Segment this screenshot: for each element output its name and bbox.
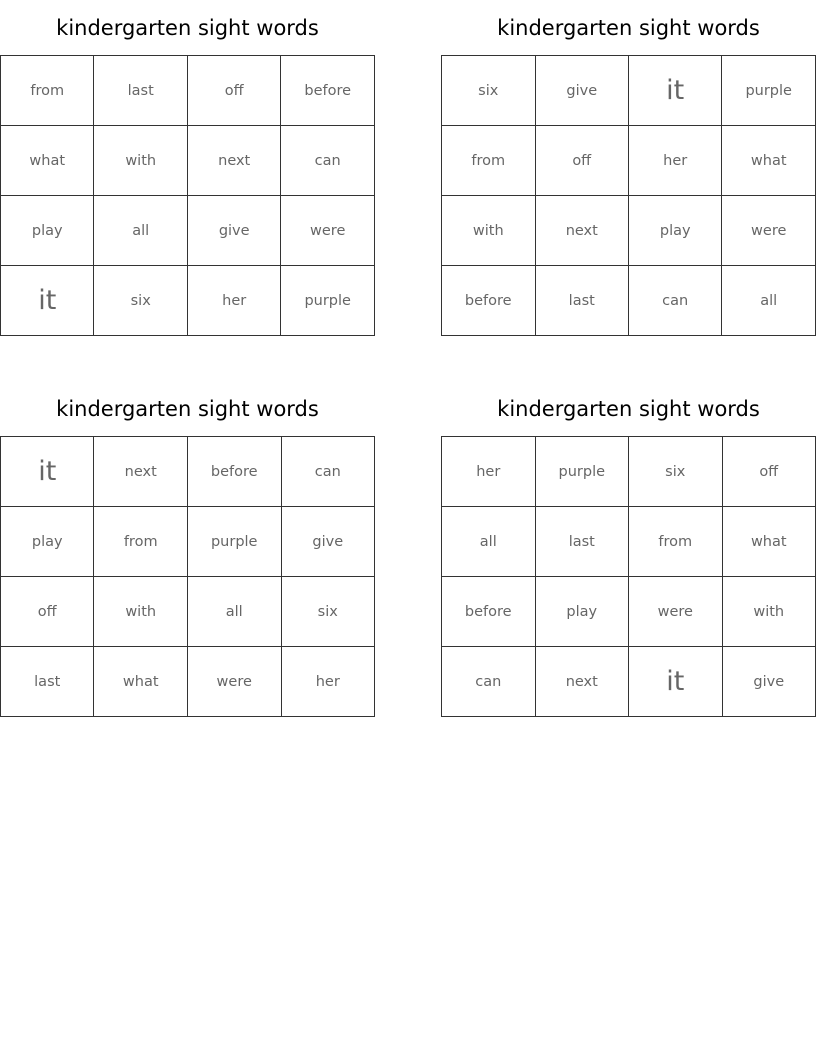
- word-cell: six: [281, 577, 375, 647]
- grid-row: [1, 647, 375, 717]
- word-cell: can: [442, 647, 536, 717]
- word-cell: her: [442, 437, 536, 507]
- grid-row: [1, 577, 375, 647]
- word-cell: give: [535, 56, 628, 126]
- word-cell: six: [629, 437, 722, 507]
- word-cell: last: [1, 647, 94, 717]
- word-cell: purple: [281, 266, 375, 336]
- word-cell: six: [94, 266, 187, 336]
- word-cell: what: [94, 647, 187, 717]
- card-title: kindergarten sight words: [56, 397, 319, 421]
- word-cell: from: [94, 507, 187, 577]
- word-cell: her: [187, 266, 280, 336]
- grid-row: [1, 126, 375, 196]
- grid-row: [442, 647, 816, 717]
- word-cell: purple: [535, 437, 629, 507]
- word-cell: off: [187, 56, 280, 126]
- word-cell: last: [535, 507, 629, 577]
- word-grid: [441, 55, 816, 336]
- word-cell: what: [722, 126, 816, 196]
- word-cell: last: [94, 56, 187, 126]
- grid-row: [442, 577, 816, 647]
- word-cell: it: [629, 647, 722, 717]
- word-cell: all: [94, 196, 187, 266]
- word-cell: from: [442, 126, 536, 196]
- word-cell: before: [281, 56, 375, 126]
- word-cell: play: [628, 196, 721, 266]
- word-cell: off: [1, 577, 94, 647]
- word-cell: what: [1, 126, 94, 196]
- word-cell: with: [442, 196, 536, 266]
- grid-row: [1, 266, 375, 336]
- word-cell: all: [442, 507, 536, 577]
- word-cell: it: [1, 437, 94, 507]
- word-cell: last: [535, 266, 628, 336]
- word-cell: it: [628, 56, 721, 126]
- grid-row: [442, 437, 816, 507]
- word-grid: [441, 436, 816, 717]
- word-cell: from: [629, 507, 722, 577]
- word-cell: next: [94, 437, 187, 507]
- word-cell: were: [281, 196, 375, 266]
- word-cell: it: [1, 266, 94, 336]
- grid-row: [442, 507, 816, 577]
- word-cell: her: [628, 126, 721, 196]
- word-cell: with: [94, 126, 187, 196]
- word-cell: next: [535, 647, 629, 717]
- word-cell: from: [1, 56, 94, 126]
- word-cell: her: [281, 647, 375, 717]
- word-cell: were: [187, 647, 281, 717]
- word-cell: with: [722, 577, 816, 647]
- word-cell: next: [535, 196, 628, 266]
- word-cell: all: [187, 577, 281, 647]
- word-cell: what: [722, 507, 816, 577]
- grid-row: [1, 196, 375, 266]
- word-cell: give: [281, 507, 375, 577]
- grid-row: [442, 266, 816, 336]
- word-cell: can: [281, 437, 375, 507]
- word-cell: purple: [187, 507, 281, 577]
- word-cell: give: [187, 196, 280, 266]
- word-cell: were: [722, 196, 816, 266]
- word-cell: next: [187, 126, 280, 196]
- word-cell: before: [442, 577, 536, 647]
- word-grid: [0, 436, 375, 717]
- word-cell: with: [94, 577, 187, 647]
- grid-row: [1, 56, 375, 126]
- word-cell: give: [722, 647, 816, 717]
- grid-row: [442, 196, 816, 266]
- word-cell: can: [628, 266, 721, 336]
- word-cell: all: [722, 266, 816, 336]
- grid-row: [442, 56, 816, 126]
- word-cell: can: [281, 126, 375, 196]
- word-cell: six: [442, 56, 536, 126]
- card-title: kindergarten sight words: [56, 16, 319, 40]
- grid-row: [442, 126, 816, 196]
- word-cell: play: [1, 507, 94, 577]
- word-grid: [0, 55, 375, 336]
- grid-row: [1, 437, 375, 507]
- word-cell: purple: [722, 56, 816, 126]
- word-cell: before: [187, 437, 281, 507]
- word-cell: play: [1, 196, 94, 266]
- word-cell: before: [442, 266, 536, 336]
- card-title: kindergarten sight words: [497, 397, 760, 421]
- word-cell: off: [535, 126, 628, 196]
- card-title: kindergarten sight words: [497, 16, 760, 40]
- word-cell: play: [535, 577, 629, 647]
- word-cell: off: [722, 437, 816, 507]
- grid-row: [1, 507, 375, 577]
- word-cell: were: [629, 577, 722, 647]
